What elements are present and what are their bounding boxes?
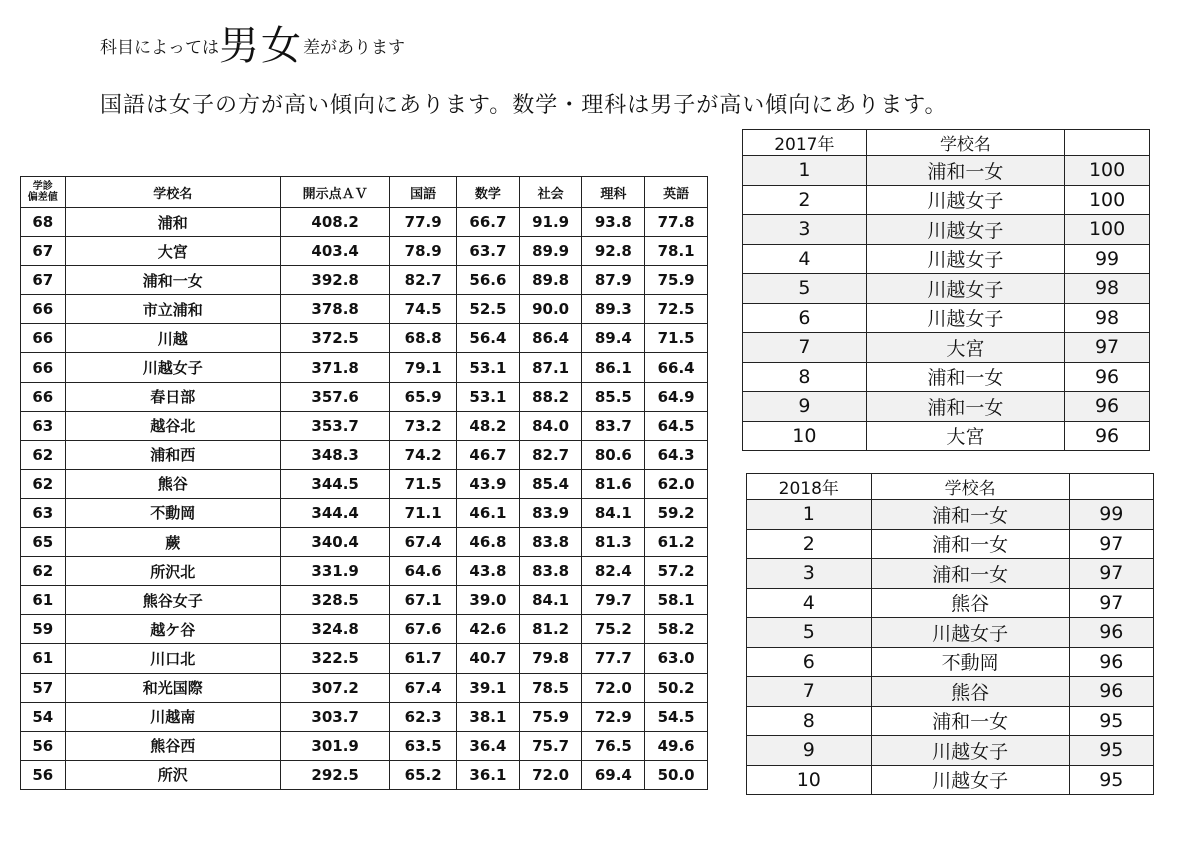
score-cell-social: 89.9	[519, 237, 582, 266]
score-cell-english: 50.0	[645, 760, 708, 789]
rank2017-cell-score: 96	[1065, 362, 1150, 392]
score-cell-deviation: 65	[21, 528, 66, 557]
score-row	[21, 295, 708, 324]
rank2017-cell-rank: 3	[743, 215, 867, 245]
score-cell-science: 81.3	[582, 528, 645, 557]
score-cell-english: 71.5	[645, 324, 708, 353]
score-cell-math: 40.7	[457, 644, 520, 673]
score-cell-social: 83.9	[519, 498, 582, 527]
score-cell-deviation: 57	[21, 673, 66, 702]
score-cell-social: 81.2	[519, 615, 582, 644]
score-cell-math: 43.9	[457, 469, 520, 498]
score-cell-deviation: 66	[21, 353, 66, 382]
rank2018-row	[747, 500, 1154, 530]
score-cell-science: 82.4	[582, 557, 645, 586]
score-cell-school: 浦和	[65, 208, 281, 237]
score-cell-deviation: 56	[21, 760, 66, 789]
score-cell-disclosed-avg: 307.2	[281, 673, 390, 702]
rank2018-cell-school: 浦和一女	[871, 559, 1069, 589]
score-cell-math: 56.4	[457, 324, 520, 353]
score-row	[21, 673, 708, 702]
score-cell-deviation: 68	[21, 208, 66, 237]
rank2017-cell-rank: 7	[743, 333, 867, 363]
score-cell-deviation: 62	[21, 557, 66, 586]
score-header-math: 数学	[457, 177, 520, 208]
score-cell-school: 熊谷	[65, 469, 281, 498]
score-cell-science: 83.7	[582, 411, 645, 440]
score-cell-math: 39.1	[457, 673, 520, 702]
score-cell-disclosed-avg: 371.8	[281, 353, 390, 382]
score-header-disclosed-avg: 開示点ＡＶ	[281, 177, 390, 208]
rank2017-row	[743, 333, 1150, 363]
score-cell-japanese: 68.8	[390, 324, 457, 353]
score-row	[21, 411, 708, 440]
rank2017-cell-rank: 8	[743, 362, 867, 392]
rank2018-cell-score: 97	[1069, 529, 1153, 559]
rank2018-cell-rank: 7	[747, 677, 872, 707]
rank2018-cell-school: 川越女子	[871, 765, 1069, 795]
score-row	[21, 324, 708, 353]
score-cell-deviation: 63	[21, 498, 66, 527]
score-cell-math: 39.0	[457, 586, 520, 615]
rank2018-row	[747, 618, 1154, 648]
score-cell-english: 58.1	[645, 586, 708, 615]
score-cell-school: 熊谷西	[65, 731, 281, 760]
score-cell-math: 56.6	[457, 266, 520, 295]
score-cell-english: 64.9	[645, 382, 708, 411]
score-row	[21, 760, 708, 789]
rank2018-cell-score: 97	[1069, 559, 1153, 589]
score-cell-social: 84.1	[519, 586, 582, 615]
score-cell-japanese: 82.7	[390, 266, 457, 295]
score-cell-school: 市立浦和	[65, 295, 281, 324]
rank2017-header-school: 学校名	[866, 130, 1064, 156]
heading-emphasis: 男女	[219, 23, 303, 69]
score-cell-disclosed-avg: 344.5	[281, 469, 390, 498]
score-cell-math: 43.8	[457, 557, 520, 586]
score-cell-science: 87.9	[582, 266, 645, 295]
rank2017-row	[743, 392, 1150, 422]
score-header-school: 学校名	[65, 177, 281, 208]
score-cell-disclosed-avg: 372.5	[281, 324, 390, 353]
rank2018-row	[747, 736, 1154, 766]
score-cell-disclosed-avg: 324.8	[281, 615, 390, 644]
rank2017-row	[743, 274, 1150, 304]
score-cell-deviation: 56	[21, 731, 66, 760]
score-cell-social: 83.8	[519, 528, 582, 557]
rank2018-cell-school: 熊谷	[871, 588, 1069, 618]
score-cell-english: 62.0	[645, 469, 708, 498]
score-cell-english: 54.5	[645, 702, 708, 731]
rank2018-cell-rank: 10	[747, 765, 872, 795]
score-cell-science: 89.3	[582, 295, 645, 324]
score-cell-disclosed-avg: 303.7	[281, 702, 390, 731]
score-cell-math: 63.7	[457, 237, 520, 266]
score-cell-japanese: 63.5	[390, 731, 457, 760]
score-cell-japanese: 71.5	[390, 469, 457, 498]
score-row	[21, 382, 708, 411]
score-cell-deviation: 66	[21, 324, 66, 353]
score-cell-school: 川越	[65, 324, 281, 353]
score-cell-school: 所沢北	[65, 557, 281, 586]
score-cell-japanese: 79.1	[390, 353, 457, 382]
score-cell-japanese: 64.6	[390, 557, 457, 586]
score-cell-english: 78.1	[645, 237, 708, 266]
rank2018-cell-rank: 8	[747, 706, 872, 736]
score-cell-english: 63.0	[645, 644, 708, 673]
rank2017-cell-score: 96	[1065, 392, 1150, 422]
score-row	[21, 528, 708, 557]
score-cell-school: 和光国際	[65, 673, 281, 702]
score-cell-deviation: 59	[21, 615, 66, 644]
score-cell-science: 93.8	[582, 208, 645, 237]
score-cell-deviation: 63	[21, 411, 66, 440]
score-cell-math: 46.7	[457, 440, 520, 469]
score-cell-science: 89.4	[582, 324, 645, 353]
score-cell-disclosed-avg: 331.9	[281, 557, 390, 586]
score-cell-school: 所沢	[65, 760, 281, 789]
score-cell-school: 蕨	[65, 528, 281, 557]
score-cell-disclosed-avg: 292.5	[281, 760, 390, 789]
score-cell-disclosed-avg: 403.4	[281, 237, 390, 266]
score-header-english: 英語	[645, 177, 708, 208]
rank2017-cell-score: 96	[1065, 421, 1150, 451]
score-cell-math: 46.1	[457, 498, 520, 527]
rank2018-header-score	[1069, 474, 1153, 500]
score-row	[21, 498, 708, 527]
score-cell-deviation: 66	[21, 382, 66, 411]
score-cell-disclosed-avg: 378.8	[281, 295, 390, 324]
score-cell-science: 85.5	[582, 382, 645, 411]
score-cell-social: 79.8	[519, 644, 582, 673]
score-header-japanese: 国語	[390, 177, 457, 208]
score-cell-social: 75.9	[519, 702, 582, 731]
score-cell-disclosed-avg: 301.9	[281, 731, 390, 760]
school-scores-table	[20, 176, 708, 790]
score-cell-science: 86.1	[582, 353, 645, 382]
rank2017-cell-rank: 5	[743, 274, 867, 304]
score-cell-science: 84.1	[582, 498, 645, 527]
score-cell-disclosed-avg: 344.4	[281, 498, 390, 527]
rank2017-cell-score: 99	[1065, 244, 1150, 274]
rank2017-cell-rank: 10	[743, 421, 867, 451]
score-cell-disclosed-avg: 392.8	[281, 266, 390, 295]
score-cell-disclosed-avg: 408.2	[281, 208, 390, 237]
rank2017-cell-rank: 1	[743, 156, 867, 186]
score-header-science: 理科	[582, 177, 645, 208]
rank2018-cell-school: 不動岡	[871, 647, 1069, 677]
score-cell-japanese: 65.9	[390, 382, 457, 411]
score-cell-deviation: 62	[21, 440, 66, 469]
score-cell-disclosed-avg: 340.4	[281, 528, 390, 557]
rank2017-cell-rank: 6	[743, 303, 867, 333]
rank2017-cell-school: 浦和一女	[866, 156, 1064, 186]
score-cell-english: 77.8	[645, 208, 708, 237]
score-cell-social: 89.8	[519, 266, 582, 295]
rank2017-cell-score: 98	[1065, 303, 1150, 333]
score-cell-school: 川口北	[65, 644, 281, 673]
score-cell-social: 75.7	[519, 731, 582, 760]
rank2018-cell-rank: 6	[747, 647, 872, 677]
score-cell-disclosed-avg: 353.7	[281, 411, 390, 440]
rank2018-cell-score: 96	[1069, 618, 1153, 648]
rank2017-cell-score: 100	[1065, 185, 1150, 215]
rank2018-cell-score: 95	[1069, 706, 1153, 736]
score-row	[21, 702, 708, 731]
rank2018-cell-school: 川越女子	[871, 736, 1069, 766]
score-cell-disclosed-avg: 348.3	[281, 440, 390, 469]
rank2018-cell-school: 川越女子	[871, 618, 1069, 648]
score-cell-math: 66.7	[457, 208, 520, 237]
score-cell-math: 36.1	[457, 760, 520, 789]
score-cell-school: 越谷北	[65, 411, 281, 440]
score-cell-deviation: 61	[21, 586, 66, 615]
score-row	[21, 440, 708, 469]
score-cell-social: 84.0	[519, 411, 582, 440]
rank2017-cell-rank: 4	[743, 244, 867, 274]
score-cell-japanese: 74.5	[390, 295, 457, 324]
score-cell-english: 61.2	[645, 528, 708, 557]
rank2017-cell-school: 大宮	[866, 333, 1064, 363]
score-cell-science: 76.5	[582, 731, 645, 760]
rank2018-cell-score: 97	[1069, 588, 1153, 618]
heading-prefix: 科目によっては	[100, 38, 219, 58]
score-cell-disclosed-avg: 328.5	[281, 586, 390, 615]
rank2018-cell-school: 浦和一女	[871, 529, 1069, 559]
score-cell-math: 36.4	[457, 731, 520, 760]
rank2017-cell-school: 大宮	[866, 421, 1064, 451]
ranking-table-2017	[742, 129, 1150, 451]
score-cell-science: 77.7	[582, 644, 645, 673]
score-row	[21, 557, 708, 586]
score-cell-math: 52.5	[457, 295, 520, 324]
score-cell-science: 72.9	[582, 702, 645, 731]
score-cell-math: 48.2	[457, 411, 520, 440]
score-cell-deviation: 67	[21, 237, 66, 266]
score-cell-japanese: 67.4	[390, 673, 457, 702]
score-row	[21, 353, 708, 382]
score-cell-english: 50.2	[645, 673, 708, 702]
rank2017-cell-score: 100	[1065, 156, 1150, 186]
score-cell-social: 86.4	[519, 324, 582, 353]
rank2018-cell-rank: 9	[747, 736, 872, 766]
score-cell-social: 90.0	[519, 295, 582, 324]
rank2017-cell-school: 川越女子	[866, 303, 1064, 333]
score-cell-english: 58.2	[645, 615, 708, 644]
rank2018-cell-rank: 4	[747, 588, 872, 618]
rank2017-header-score	[1065, 130, 1150, 156]
score-cell-english: 66.4	[645, 353, 708, 382]
score-cell-school: 熊谷女子	[65, 586, 281, 615]
rank2017-cell-school: 川越女子	[866, 274, 1064, 304]
rank2018-cell-school: 浦和一女	[871, 500, 1069, 530]
heading-suffix: 差があります	[303, 38, 405, 58]
score-cell-science: 81.6	[582, 469, 645, 498]
rank2017-row	[743, 303, 1150, 333]
rank2017-row	[743, 215, 1150, 245]
rank2017-cell-school: 川越女子	[866, 215, 1064, 245]
score-cell-japanese: 65.2	[390, 760, 457, 789]
rank2018-cell-rank: 1	[747, 500, 872, 530]
rank2017-row	[743, 244, 1150, 274]
rank2018-cell-school: 熊谷	[871, 677, 1069, 707]
score-cell-school: 浦和西	[65, 440, 281, 469]
rank2018-row	[747, 677, 1154, 707]
rank2018-cell-score: 96	[1069, 677, 1153, 707]
score-cell-deviation: 66	[21, 295, 66, 324]
score-cell-school: 大宮	[65, 237, 281, 266]
score-cell-math: 46.8	[457, 528, 520, 557]
rank2018-row	[747, 588, 1154, 618]
score-cell-school: 浦和一女	[65, 266, 281, 295]
rank2018-header-rank: 2018年	[747, 474, 872, 500]
score-header-social: 社会	[519, 177, 582, 208]
rank2017-cell-score: 100	[1065, 215, 1150, 245]
rank2017-row	[743, 362, 1150, 392]
score-row	[21, 237, 708, 266]
score-cell-science: 79.7	[582, 586, 645, 615]
score-cell-deviation: 67	[21, 266, 66, 295]
score-cell-science: 72.0	[582, 673, 645, 702]
rank2017-row	[743, 185, 1150, 215]
score-cell-science: 80.6	[582, 440, 645, 469]
rank2017-cell-rank: 2	[743, 185, 867, 215]
score-cell-social: 78.5	[519, 673, 582, 702]
score-cell-social: 91.9	[519, 208, 582, 237]
rank2017-cell-school: 浦和一女	[866, 362, 1064, 392]
score-cell-social: 88.2	[519, 382, 582, 411]
score-cell-school: 越ケ谷	[65, 615, 281, 644]
score-cell-school: 川越南	[65, 702, 281, 731]
score-cell-english: 75.9	[645, 266, 708, 295]
score-cell-social: 83.8	[519, 557, 582, 586]
rank2017-row	[743, 421, 1150, 451]
score-row	[21, 586, 708, 615]
score-cell-science: 69.4	[582, 760, 645, 789]
rank2018-cell-school: 浦和一女	[871, 706, 1069, 736]
score-cell-japanese: 67.6	[390, 615, 457, 644]
score-row	[21, 208, 708, 237]
rank2018-cell-score: 99	[1069, 500, 1153, 530]
rank2018-cell-score: 95	[1069, 765, 1153, 795]
score-cell-school: 川越女子	[65, 353, 281, 382]
score-cell-school: 春日部	[65, 382, 281, 411]
score-cell-deviation: 62	[21, 469, 66, 498]
rank2018-row	[747, 559, 1154, 589]
rank2018-cell-score: 96	[1069, 647, 1153, 677]
score-cell-social: 82.7	[519, 440, 582, 469]
score-cell-english: 57.2	[645, 557, 708, 586]
rank2017-cell-school: 川越女子	[866, 244, 1064, 274]
score-cell-deviation: 54	[21, 702, 66, 731]
score-cell-school: 不動岡	[65, 498, 281, 527]
heading-line-2: 国語は女子の方が高い傾向にあります。数学・理科は男子が高い傾向にあります。	[100, 93, 948, 118]
rank2018-row	[747, 765, 1154, 795]
score-cell-japanese: 62.3	[390, 702, 457, 731]
score-cell-social: 87.1	[519, 353, 582, 382]
score-cell-japanese: 71.1	[390, 498, 457, 527]
score-row	[21, 644, 708, 673]
score-cell-social: 85.4	[519, 469, 582, 498]
score-cell-science: 92.8	[582, 237, 645, 266]
score-cell-english: 64.5	[645, 411, 708, 440]
score-cell-deviation: 61	[21, 644, 66, 673]
rank2017-cell-score: 97	[1065, 333, 1150, 363]
score-cell-english: 59.2	[645, 498, 708, 527]
rank2018-header-school: 学校名	[871, 474, 1069, 500]
score-row	[21, 266, 708, 295]
score-cell-disclosed-avg: 357.6	[281, 382, 390, 411]
rank2018-cell-rank: 2	[747, 529, 872, 559]
score-cell-science: 75.2	[582, 615, 645, 644]
rank2017-header-rank: 2017年	[743, 130, 867, 156]
rank2018-row	[747, 647, 1154, 677]
score-row	[21, 469, 708, 498]
heading-line-1	[100, 23, 405, 69]
score-cell-japanese: 67.1	[390, 586, 457, 615]
score-row	[21, 615, 708, 644]
score-cell-english: 72.5	[645, 295, 708, 324]
rank2018-cell-rank: 5	[747, 618, 872, 648]
score-cell-disclosed-avg: 322.5	[281, 644, 390, 673]
rank2017-cell-school: 川越女子	[866, 185, 1064, 215]
score-cell-japanese: 61.7	[390, 644, 457, 673]
score-header-deviation: 学診 偏差値	[21, 177, 66, 208]
rank2017-cell-score: 98	[1065, 274, 1150, 304]
score-cell-japanese: 74.2	[390, 440, 457, 469]
rank2018-cell-rank: 3	[747, 559, 872, 589]
score-cell-math: 42.6	[457, 615, 520, 644]
score-cell-japanese: 73.2	[390, 411, 457, 440]
score-cell-japanese: 77.9	[390, 208, 457, 237]
rank2017-cell-rank: 9	[743, 392, 867, 422]
rank2018-row	[747, 529, 1154, 559]
rank2018-row	[747, 706, 1154, 736]
score-cell-math: 38.1	[457, 702, 520, 731]
ranking-table-2018	[746, 473, 1154, 795]
score-cell-math: 53.1	[457, 382, 520, 411]
score-cell-japanese: 67.4	[390, 528, 457, 557]
score-cell-english: 64.3	[645, 440, 708, 469]
score-row	[21, 731, 708, 760]
score-cell-japanese: 78.9	[390, 237, 457, 266]
score-cell-english: 49.6	[645, 731, 708, 760]
score-cell-math: 53.1	[457, 353, 520, 382]
rank2017-row	[743, 156, 1150, 186]
score-cell-social: 72.0	[519, 760, 582, 789]
rank2017-cell-school: 浦和一女	[866, 392, 1064, 422]
rank2018-cell-score: 95	[1069, 736, 1153, 766]
